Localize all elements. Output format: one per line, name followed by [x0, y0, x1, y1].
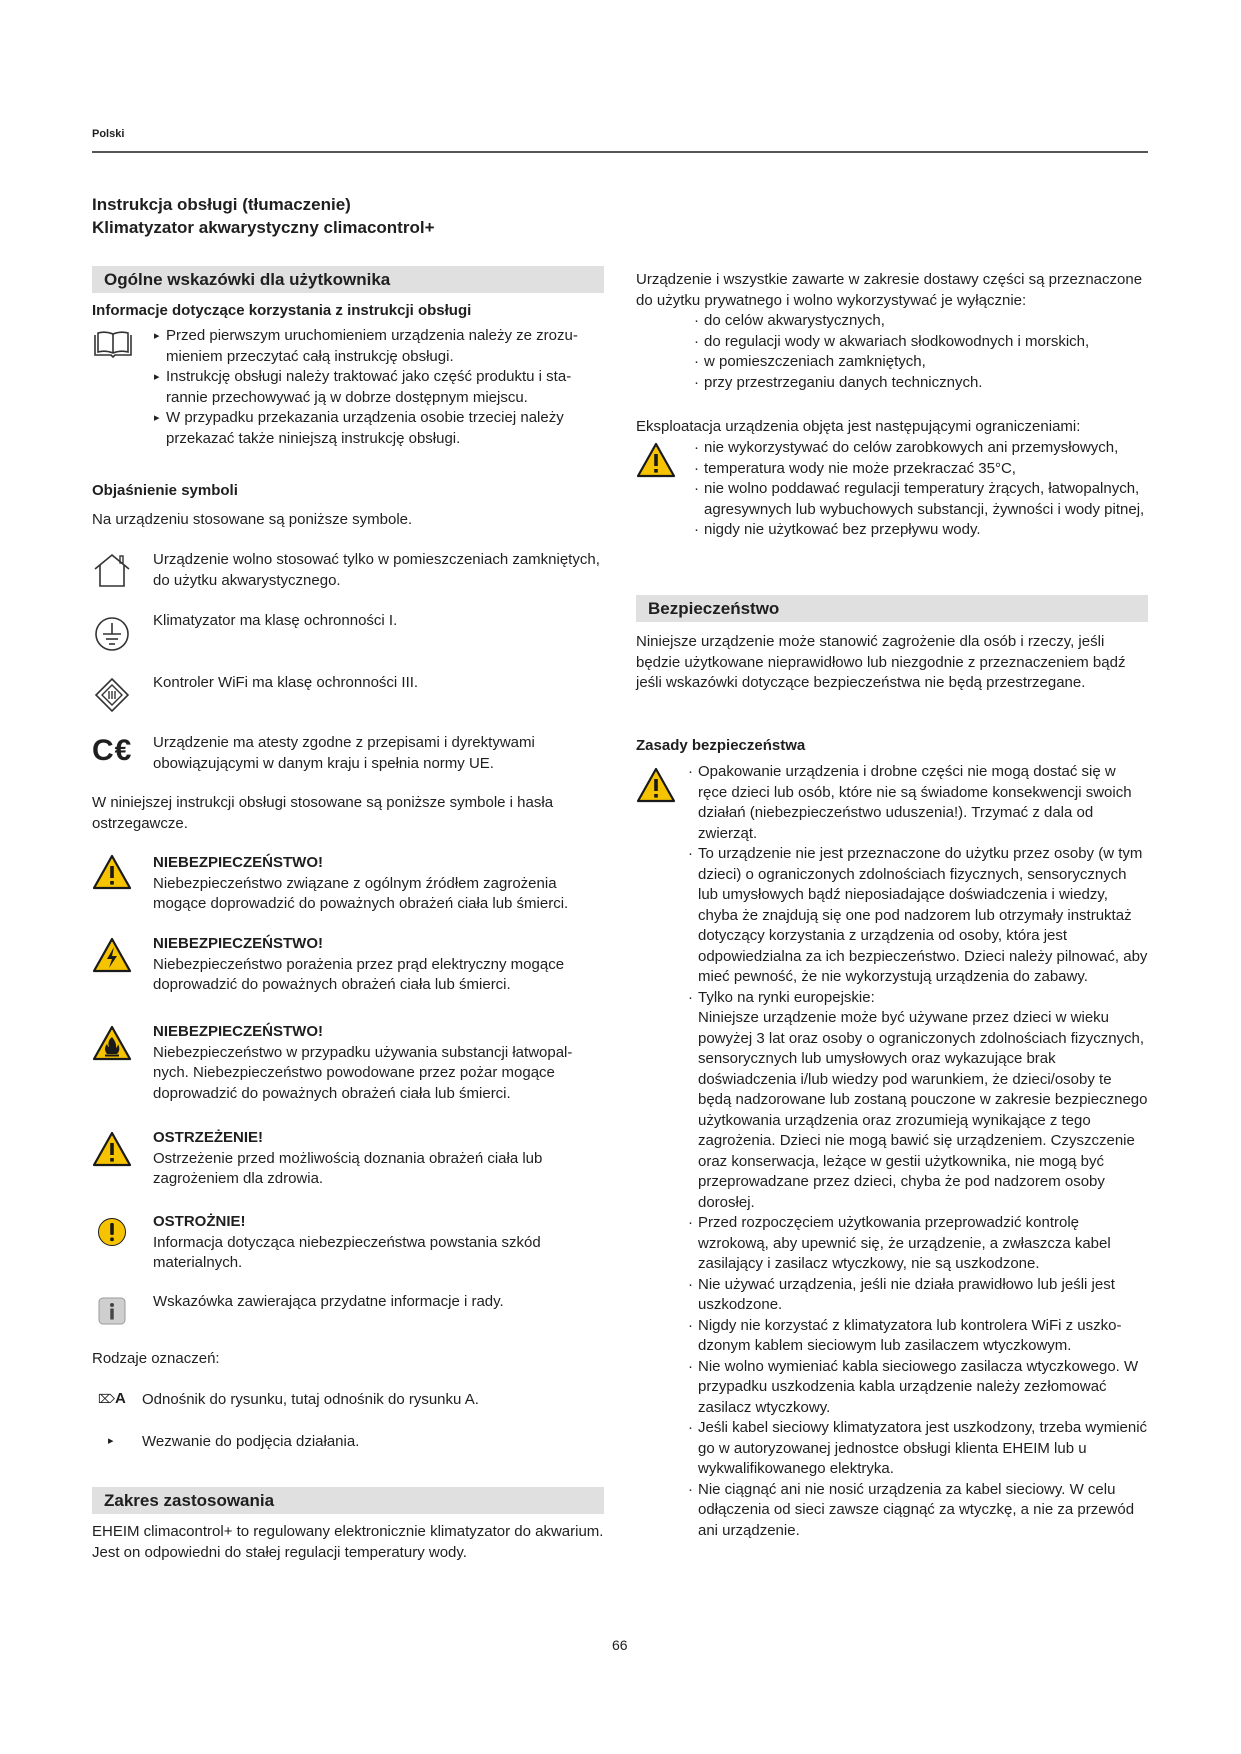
limit-item: · nie wolno poddawać regulacji temperatury żrących, łatwopalnych, agresywnych lub wybuchowych substancji, żywności i wody pitnej, [694, 479, 1148, 520]
rule-eu-title: Tylko na rynki europejskie: [698, 988, 875, 1006]
info-note: Wskazówka zawierająca przydatne informacje i rady. [153, 1293, 504, 1310]
info-item: ▸ Instrukcję obsługi należy traktować jako część produktu i starannie przechowywać ją w dobrze dostępnym miejscu. [154, 367, 604, 408]
info-heading: Informacje dotyczące korzystania z instrukcji obsługi [92, 302, 472, 319]
document-title-line-2: Klimatyzator akwarystyczny climacontrol+ [92, 218, 435, 237]
rule-item: · To urządzenie nie jest przeznaczone do użytku przez osoby (w tym dzieci) o ograniczonych zdolnościach fizycznych, sensorycznych lub umysłowych bądź nieposiadające doświadczenia i wiedzy, chyba że znajdują się one pod nadzorem lub otrzymały instruktaż dotyczący korzystania z urządzenia od osoby, która jest odpowiedzialna za ich bezpieczeństwo. Dzieci należy pilnować, aby mieć pewność, że nie wykorzystują urządzenia do zabawy. [688, 844, 1148, 988]
general-hazard-icon [92, 854, 132, 890]
figure-ref-letter: A [114, 1390, 126, 1407]
info-item: ▸ Przed pierwszym uruchomieniem urządzenia należy ze zrozumieniem przeczytać całą instrukcję obsługi. [154, 326, 604, 367]
rules-heading: Zasady bezpieczeństwa [636, 737, 806, 754]
warning-text: Niebezpieczeństwo w przypadku używania substancji łatwopalnych. Niebezpieczeństwo powodowane przez pożar mogące doprowadzić do poważnych obrażeń ciała lub śmierci. [153, 1043, 573, 1102]
rule-item: · Nie ciągnąć ani nie nosić urządzenia za kabel sieciowy. W celu odłączenia od sieci zawsze ciągnąć za wtyczkę, a nie za przewód ani urządzenie. [688, 1480, 1148, 1542]
action-arrow-icon: ▸ [108, 1435, 114, 1447]
warning-block [153, 853, 603, 915]
rule-item: · Nigdy nie korzystać z klimatyzatora lub kontrolera WiFi z uszkodzonym kablem sieciowym lub zasilaczem wtyczkowym. [688, 1316, 1148, 1357]
symbol-text: Urządzenie ma atesty zgodne z przepisami i dyrektywami obowiązującymi w danym kraju i spełnia normy UE. [153, 734, 535, 772]
symbols-heading: Objaśnienie symboli [92, 482, 238, 499]
warning-title: NIEBEZPIECZEŃSTWO! [153, 1023, 324, 1040]
class-iii-icon [94, 677, 130, 713]
symbols-intro: Na urządzeniu stosowane są poniższe symbole. [92, 511, 413, 528]
document-title-line-1: Instrukcja obsługi (tłumaczenie) [92, 195, 351, 214]
limits-list [694, 438, 1148, 541]
limit-item: · nie wykorzystywać do celów zarobkowych ani przemysłowych, [694, 438, 1148, 459]
flammable-hazard-icon [92, 1025, 132, 1061]
symbol-text: Klimatyzator ma klasę ochronności I. [153, 612, 398, 629]
usage-item: · do regulacji wody w akwariach słodkowodnych i morskich, [694, 332, 1148, 353]
marking-text: Odnośnik do rysunku, tutaj odnośnik do rysunku A. [142, 1391, 479, 1408]
warning-icon [636, 442, 676, 478]
page-number: 66 [612, 1637, 628, 1653]
info-item: ▸ W przypadku przekazania urządzenia osobie trzeciej należy przekazać także niniejszą instrukcję obsługi. [154, 408, 604, 449]
rule-item [688, 988, 1148, 1214]
usage-intro: Urządzenie i wszystkie zawarte w zakresie dostawy części są przeznaczone do użytku prywatnego i wolno wykorzystywać je wyłącznie: [636, 271, 1143, 309]
warning-block [153, 1212, 603, 1274]
ce-mark-icon: C€ [92, 734, 133, 767]
rule-eu-text: Niniejsze urządzenie może być używane przez dzieci w wieku powyżej 3 lat oraz osoby o ograniczonych zdolnościach fizycznych, sensorycznych lub umysłowych oraz wykazujące brak doświadczenia i/lub wiedzy pod warunkiem, że dzieci/osoby te będą nadzorowane lub zostaną pouczone w zakresie bezpiecznego użytkowania urządzenia oraz zrozumieją wynikające z tego zagrożenia. Dzieci nie mogą bawić się urządzeniem. Czyszczenie oraz konserwacja, leżące w gestii użytkownika, nie mogą być przeprowadzane przez dzieci, chyba że pod nadzorem osoby dorosłej. [698, 1009, 1148, 1211]
warning-icon [92, 1131, 132, 1167]
symbol-text: Urządzenie wolno stosować tylko w pomieszczeniach zamkniętych, do użytku akwarystycznego. [153, 551, 600, 589]
warning-title: NIEBEZPIECZEŃSTWO! [153, 935, 324, 952]
rule-item: · Przed rozpoczęciem użytkowania przeprowadzić kontrolę wzrokową, aby upewnić się, że urządzenie, a zwłaszcza kabel zasilający i zasilacz wtyczkowy, nie są uszkodzone. [688, 1213, 1148, 1275]
warnings-intro: W niniejszej instrukcji obsługi stosowane są poniższe symbole i hasła ostrzegawcze. [92, 794, 554, 832]
usage-item: · w pomieszczeniach zamkniętych, [694, 352, 1148, 373]
symbol-text: Kontroler WiFi ma klasę ochronności III. [153, 674, 419, 691]
safety-heading: Bezpieczeństwo [636, 595, 1148, 622]
info-icon [98, 1297, 126, 1325]
warning-text: Niebezpieczeństwo porażenia przez prąd elektryczny mogące doprowadzić do poważnych obrażeń ciała lub śmierci. [153, 955, 565, 993]
caution-icon [97, 1217, 127, 1247]
protective-earth-icon [94, 616, 130, 652]
limit-item: · temperatura wody nie może przekraczać 35°C, [694, 459, 1148, 480]
usage-item: · przy przestrzeganiu danych technicznych. [694, 373, 1148, 394]
figure-ref-icon: ⌦A [98, 1390, 126, 1407]
warning-title: NIEBEZPIECZEŃSTWO! [153, 854, 324, 871]
scope-text: EHEIM climacontrol+ to regulowany elektronicznie klimatyzator do akwarium. Jest on odpowiedni do stałej regulacji temperatury wody. [92, 1523, 604, 1561]
limit-item: · nigdy nie użytkować bez przepływu wody. [694, 520, 1148, 541]
warning-text: Niebezpieczeństwo związane z ogólnym źródłem zagrożenia mogące doprowadzić do poważnych obrażeń ciała lub śmierci. [153, 874, 569, 912]
warning-icon [636, 767, 676, 803]
house-icon [92, 552, 132, 588]
rule-item: · Opakowanie urządzenia i drobne części nie mogą dostać się w ręce dzieci lub osób, które nie są świadome konsekwencji swoich działań (niebezpieczeństwo uduszenia!). Trzymać z dala od zwierząt. [688, 762, 1148, 844]
rule-item: · Nie wolno wymieniać kabla sieciowego zasilacza wtyczkowego. W przypadku uszkodzenia kabla urządzenie należy zezłomować zasilacz wtyczkowy. [688, 1357, 1148, 1419]
rule-item: · Nie używać urządzenia, jeśli nie działa prawidłowo lub jeśli jest uszkodzone. [688, 1275, 1148, 1316]
usage-item: · do celów akwarystycznych, [694, 311, 1148, 332]
warning-text: Ostrzeżenie przed możliwością doznania obrażeń ciała lub zagrożeniem dla zdrowia. [153, 1149, 543, 1187]
rules-list [688, 762, 1148, 1541]
info-list [154, 326, 604, 449]
general-heading: Ogólne wskazówki dla użytkownika [92, 266, 604, 293]
document-title [92, 193, 435, 239]
warning-title: OSTROŻNIE! [153, 1213, 246, 1230]
warning-text: Informacja dotycząca niebezpieczeństwa powstania szkód materialnych. [153, 1233, 541, 1271]
rule-item: · Jeśli kabel sieciowy klimatyzatora jest uszkodzony, trzeba wymienić go w autoryzowanej jednostce obsługi klienta EHEIM lub u wykwalifikowanego elektryka. [688, 1418, 1148, 1480]
scope-heading: Zakres zastosowania [92, 1487, 604, 1514]
header-rule [92, 151, 1148, 153]
safety-intro: Niniejsze urządzenie może stanowić zagrożenie dla osób i rzeczy, jeśli będzie użytkowane nieprawidłowo lub niezgodnie z przeznaczeniem bądź jeśli wskazówki dotyczące bezpieczeństwa nie będą przestrzegane. [636, 633, 1126, 691]
electric-hazard-icon [92, 937, 132, 973]
language-label: Polski [92, 128, 125, 140]
marking-text: Wezwanie do podjęcia działania. [142, 1433, 360, 1450]
book-icon [92, 331, 134, 359]
limits-intro: Eksploatacja urządzenia objęta jest następującymi ograniczeniami: [636, 418, 1081, 435]
warning-title: OSTRZEŻENIE! [153, 1129, 264, 1146]
markings-heading: Rodzaje oznaczeń: [92, 1350, 220, 1367]
warning-block [153, 934, 603, 996]
warning-block [153, 1128, 603, 1190]
warning-block [153, 1022, 603, 1104]
usage-list [694, 311, 1148, 393]
